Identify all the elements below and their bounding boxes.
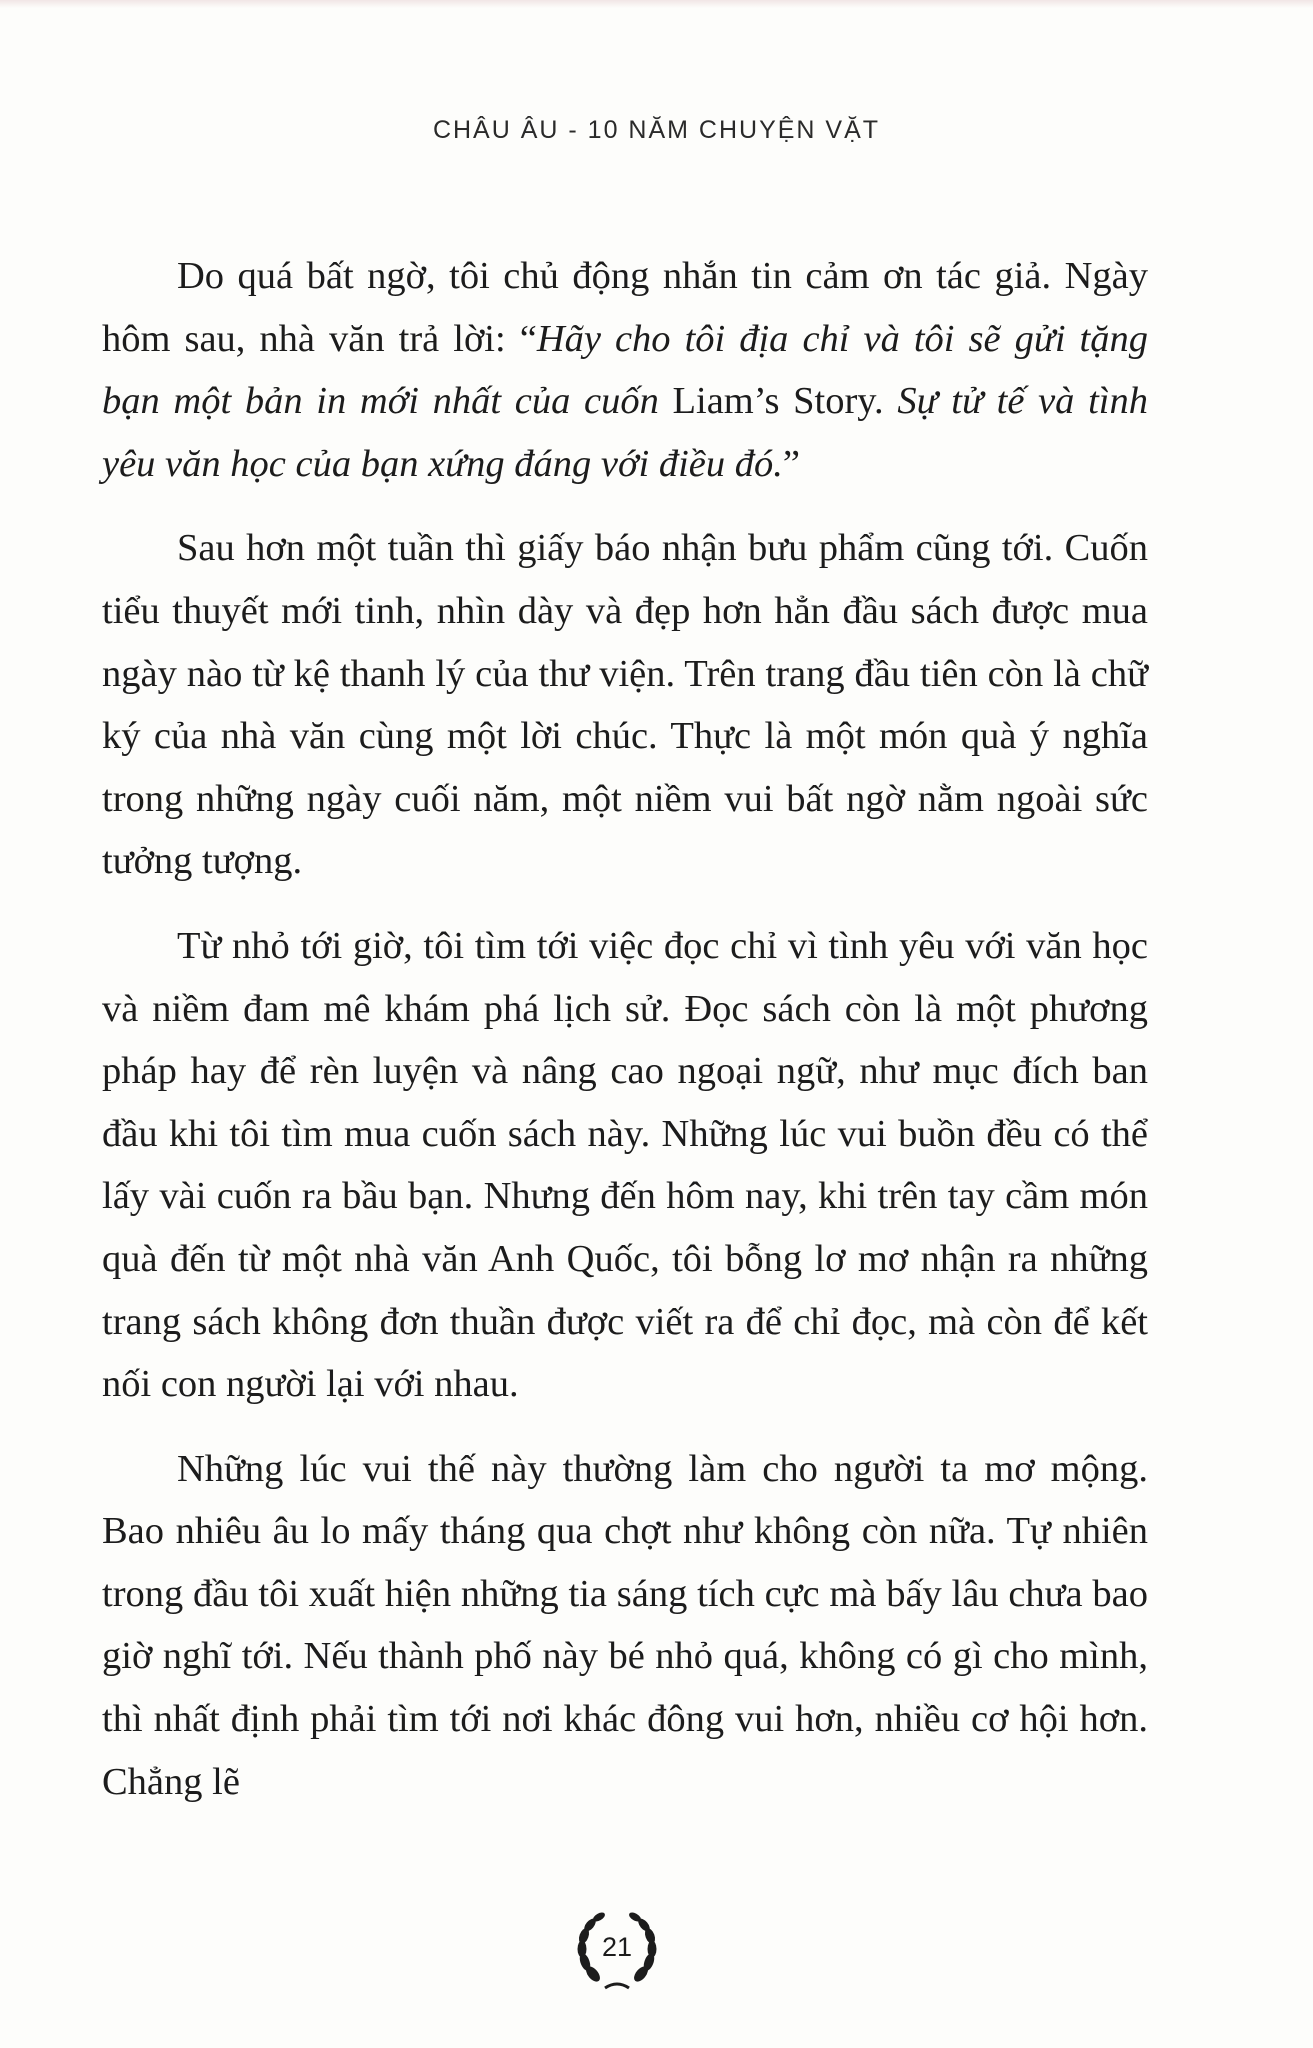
body-text <box>102 245 1148 1835</box>
paragraph-1-text-b: ” <box>782 442 800 485</box>
paragraph-1-quote-b: Sự tử tế và tình yêu văn học của bạn xứng đáng với điều đó. <box>102 380 1148 485</box>
paragraph-2: Sau hơn một tuần thì giấy báo nhận bưu phẩm cũng tới. Cuốn tiểu thuyết mới tinh, nhìn dày và đẹp hơn hẳn đầu sách được mua ngày nào từ kệ thanh lý của thư viện. Trên trang đầu tiên còn là chữ ký của nhà văn cùng một lời chúc. Thực là một món quà ý nghĩa trong những ngày cuối năm, một niềm vui bất ngờ nằm ngoài sức tưởng tượng. <box>102 527 1148 883</box>
page-number: 21 <box>601 1932 633 1962</box>
page-number-folio <box>571 1904 663 1996</box>
paragraph-1-book-title: Liam’s Story. <box>658 380 898 423</box>
paragraph-1-text-a: Do quá bất ngờ, tôi chủ động nhắn tin cảm ơn tác giả. Ngày hôm sau, nhà văn trả lời: “ <box>102 255 1148 360</box>
paragraph-1 <box>102 245 1148 495</box>
paragraph-3: Từ nhỏ tới giờ, tôi tìm tới việc đọc chỉ vì tình yêu với văn học và niềm đam mê khám phá lịch sử. Đọc sách còn là một phương pháp hay để rèn luyện và nâng cao ngoại ngữ, như mục đích ban đầu khi tôi tìm mua cuốn sách này. Những lúc vui buồn đều có thể lấy vài cuốn ra bầu bạn. Nhưng đến hôm nay, khi trên tay cầm món quà đến từ một nhà văn Anh Quốc, tôi bỗng lơ mơ nhận ra những trang sách không đơn thuần được viết ra để chỉ đọc, mà còn để kết nối con người lại với nhau. <box>102 924 1148 1406</box>
paragraph-1-quote-a: Hãy cho tôi địa chỉ và tôi sẽ gửi tặng bạn một bản in mới nhất của cuốn <box>102 317 1148 423</box>
running-header: CHÂU ÂU - 10 NĂM CHUYỆN VẶT <box>432 116 881 144</box>
page-top-edge <box>0 0 1313 8</box>
paragraph-4: Những lúc vui thế này thường làm cho người ta mơ mộng. Bao nhiêu âu lo mấy tháng qua chợt như không còn nữa. Tự nhiên trong đầu tôi xuất hiện những tia sáng tích cực mà bấy lâu chưa bao giờ nghĩ tới. Nếu thành phố này bé nhỏ quá, không có gì cho mình, thì nhất định phải tìm tới nơi khác đông vui hơn, nhiều cơ hội hơn. Chẳng lẽ <box>102 1447 1148 1803</box>
